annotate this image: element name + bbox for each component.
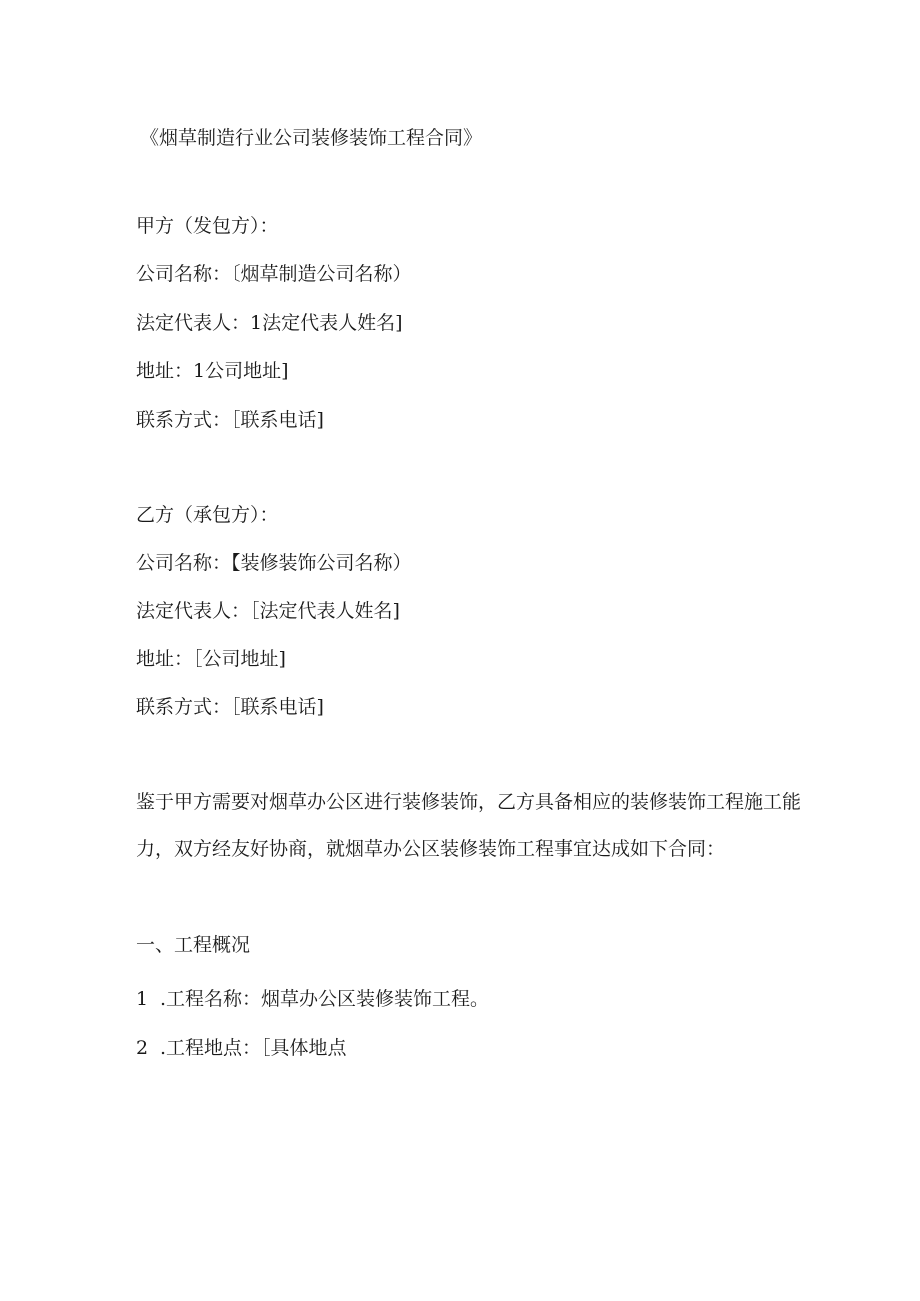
contract-title: 《烟草制造行业公司装修装饰工程合同》 <box>140 127 483 149</box>
list-item-number: 2 <box>136 1037 149 1059</box>
party-b-company: 公司名称：【装修装饰公司名称） <box>136 552 412 574</box>
party-a-heading: 甲方（发包方）： <box>136 215 279 237</box>
party-b-representative: 法定代表人：［法定代表人姓名] <box>136 600 400 622</box>
list-item-text: .工程名称：烟草办公区装修装饰工程。 <box>160 988 490 1010</box>
party-a-representative: 法定代表人：1法定代表人姓名] <box>136 312 403 334</box>
list-item-number: 1 <box>136 988 149 1010</box>
party-b-heading: 乙方（承包方）： <box>136 504 279 526</box>
list-item <box>136 987 489 1011</box>
party-a-address: 地址：1公司地址] <box>136 360 289 382</box>
list-item-text: .工程地点：［具体地点 <box>160 1037 347 1059</box>
preamble-line-2: 力，双方经友好协商，就烟草办公区装修装饰工程事宜达成如下合同： <box>136 838 726 860</box>
party-a-company: 公司名称：〔烟草制造公司名称） <box>136 263 412 285</box>
list-item <box>136 1036 347 1060</box>
section-1-heading: 一、工程概况 <box>136 934 251 956</box>
party-b-contact: 联系方式：［联系电话] <box>136 696 324 718</box>
preamble-line-1: 鉴于甲方需要对烟草办公区进行装修装饰，乙方具备相应的装修装饰工程施工能 <box>136 791 802 813</box>
party-a-contact: 联系方式：［联系电话] <box>136 409 324 431</box>
party-b-address: 地址：［公司地址] <box>136 648 286 670</box>
